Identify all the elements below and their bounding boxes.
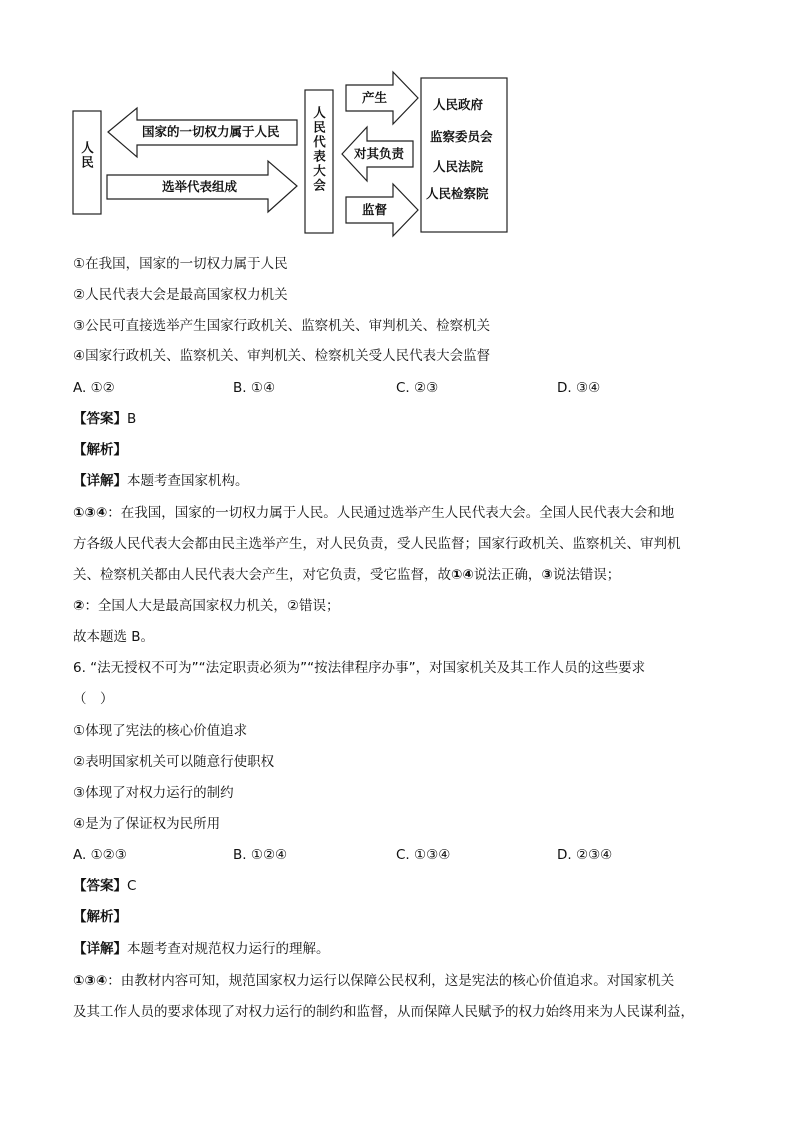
organ-government: 人民政府 [433, 97, 484, 112]
q6-detail-label: 【详解】 [73, 941, 127, 957]
q5-exp1-line3d: ③ [541, 567, 553, 583]
q6-answer-label: 【答案】 [73, 878, 127, 894]
q5-exp1-line3e: 说法错误； [552, 567, 621, 583]
q6-detail [73, 943, 330, 957]
q5-answer-value: B [127, 411, 137, 427]
organ-court: 人民法院 [433, 159, 484, 174]
q5-analysis-label: 【解析】 [73, 442, 127, 458]
q5-exp1-line3a: 关、检察机关都由人民代表大会产生，对它负责，受它监督，故 [73, 567, 451, 583]
q5-exp1-line3 [73, 569, 620, 583]
q6-option-d: D. ②③④ [557, 847, 613, 863]
q6-exp1-line1 [73, 975, 674, 989]
q6-option-a: A. ①②③ [73, 847, 127, 863]
q5-exp1-line3c: 说法正确， [473, 567, 542, 583]
q6-statement-2: ②表明国家机关可以随意行使职权 [73, 754, 275, 770]
q6-analysis-label: 【解析】 [73, 909, 127, 925]
arrow-right-label: 选举代表组成 [162, 179, 238, 194]
q5-statement-2: ②人民代表大会是最高国家权力机关 [73, 287, 288, 303]
q6-exp1-mark: ①③④ [73, 973, 108, 989]
q5-detail [73, 475, 249, 489]
q6-statement-4: ④是为了保证权为民所用 [73, 816, 221, 832]
diagram-shapes [0, 0, 794, 250]
q5-answer [73, 413, 136, 427]
q5-exp2-text: ：全国人大是最高国家权力机关，②错误； [84, 598, 340, 614]
q6-statement-1: ①体现了宪法的核心价值追求 [73, 723, 248, 739]
q5-option-b: B. ①④ [233, 380, 276, 396]
q6-statement-3: ③体现了对权力运行的制约 [73, 785, 234, 801]
people-label: 人民 [79, 141, 95, 170]
q6-option-b: B. ①②④ [233, 847, 288, 863]
q5-statement-3: ③公民可直接选举产生国家行政机关、监察机关、审判机关、检察机关 [73, 318, 491, 334]
q6-stem-line1: 6. “法无授权不可为”“法定职责必须为”“按法律程序办事”，对国家机关及其工作人员的这些要求 [73, 660, 646, 676]
arrow-left-label: 国家的一切权力属于人民 [142, 124, 280, 139]
q5-detail-text: 本题考查国家机构。 [127, 473, 249, 489]
q5-detail-label: 【详解】 [73, 473, 127, 489]
responsible-label: 对其负责 [354, 146, 405, 161]
q6-stem-line2: （ ） [73, 691, 114, 707]
q5-exp2-mark: ② [73, 598, 85, 614]
produce-label: 产生 [362, 90, 388, 105]
q6-exp1-line2: 及其工作人员的要求体现了对权力运行的制约和监督，从而保障人民赋予的权力始终用来为人民谋利益， [73, 1004, 694, 1020]
q5-exp1-line2: 方各级人民代表大会都由民主选举产生，对人民负责，受人民监督；国家行政机关、监察机关、审判机 [73, 536, 681, 552]
q6-option-c: C. ①③④ [396, 847, 451, 863]
organ-procuratorate: 人民检察院 [426, 186, 489, 201]
q5-exp1-line1 [73, 507, 674, 521]
q6-exp1-text1: ：由教材内容可知，规范国家权力运行以保障公民权利，这是宪法的核心价值追求。对国家机关 [107, 973, 675, 989]
organ-supervisory-commission: 监察委员会 [430, 129, 493, 144]
q5-option-c: C. ②③ [396, 380, 439, 396]
q6-answer-value: C [127, 878, 137, 894]
q5-exp2 [73, 600, 340, 614]
congress-label: 人民代表大会 [311, 106, 327, 193]
q6-answer [73, 880, 136, 894]
q5-answer-label: 【答案】 [73, 411, 127, 427]
q5-conclusion: 故本题选 B。 [73, 629, 155, 645]
state-organs-diagram [0, 0, 794, 250]
q5-statement-1: ①在我国，国家的一切权力属于人民 [73, 256, 288, 272]
q6-detail-text: 本题考查对规范权力运行的理解。 [127, 941, 330, 957]
q5-exp1-text1: ：在我国，国家的一切权力属于人民。人民通过选举产生人民代表大会。全国人民代表大会和地 [107, 505, 675, 521]
q5-exp1-line3b: ①④ [451, 567, 474, 583]
q5-statement-4: ④国家行政机关、监察机关、审判机关、检察机关受人民代表大会监督 [73, 348, 491, 364]
supervise-label: 监督 [362, 202, 388, 217]
q5-option-d: D. ③④ [557, 380, 601, 396]
q5-option-a: A. ①② [73, 380, 115, 396]
q5-exp1-mark: ①③④ [73, 505, 108, 521]
